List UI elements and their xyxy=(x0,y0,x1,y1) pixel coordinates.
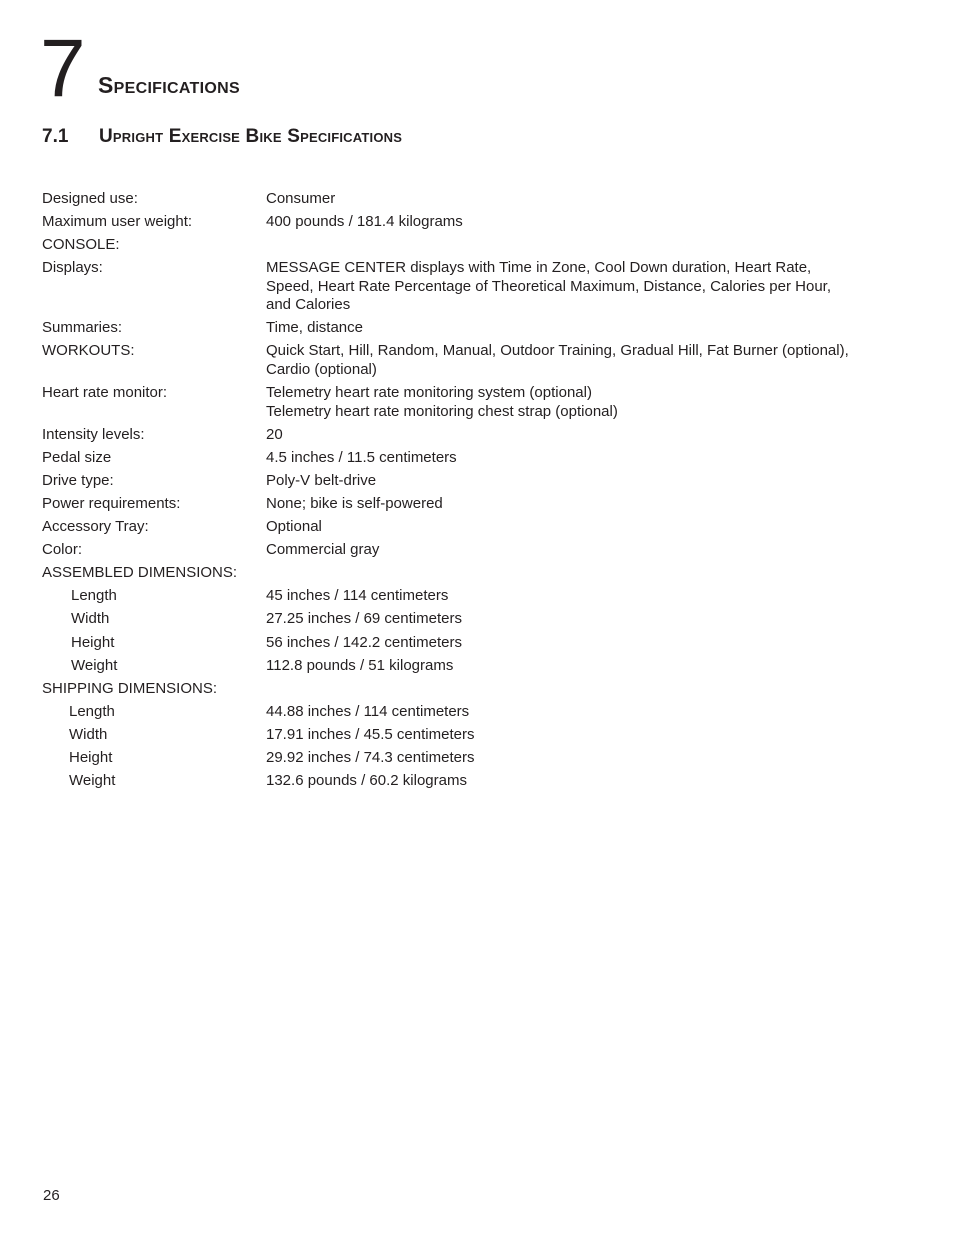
spec-row xyxy=(42,634,902,653)
spec-label: Height xyxy=(69,748,113,766)
spec-value-line: 56 inches / 142.2 centimeters xyxy=(266,633,462,651)
spec-row xyxy=(42,449,902,468)
spec-value xyxy=(266,749,902,768)
spec-value-line: Telemetry heart rate monitoring system (optional) xyxy=(266,384,592,402)
spec-value-line: 400 pounds / 181.4 kilograms xyxy=(266,213,463,231)
spec-value xyxy=(266,541,902,560)
spec-value-line: 45 inches / 114 centimeters xyxy=(266,587,449,605)
spec-row xyxy=(42,426,902,445)
spec-row xyxy=(42,772,902,791)
spec-value-line: 112.8 pounds / 51 kilograms xyxy=(266,656,454,674)
spec-label: Summaries: xyxy=(42,319,123,337)
spec-label: Pedal size xyxy=(42,448,112,466)
spec-row xyxy=(42,384,902,421)
spec-row xyxy=(42,518,902,537)
spec-row xyxy=(42,495,902,514)
spec-value-line: 132.6 pounds / 60.2 kilograms xyxy=(266,772,467,790)
spec-row xyxy=(42,657,902,676)
spec-row xyxy=(42,564,902,583)
spec-row xyxy=(42,472,902,491)
spec-value xyxy=(266,657,902,676)
spec-value-line: and Calories xyxy=(266,296,351,314)
spec-label: Width xyxy=(69,725,108,743)
spec-row xyxy=(42,541,902,560)
spec-label: Weight xyxy=(71,656,118,674)
spec-label: Height xyxy=(71,633,115,651)
spec-row xyxy=(42,213,902,232)
spec-value xyxy=(266,495,902,514)
spec-value-line: Poly-V belt-drive xyxy=(266,471,377,489)
spec-value xyxy=(266,213,902,232)
spec-value xyxy=(266,518,902,537)
spec-label: Accessory Tray: xyxy=(42,518,149,536)
spec-value-line: 44.88 inches / 114 centimeters xyxy=(266,702,470,720)
spec-label: Power requirements: xyxy=(42,494,181,512)
spec-label: Weight xyxy=(69,772,116,790)
spec-value xyxy=(266,426,902,445)
spec-value xyxy=(266,726,902,745)
spec-value xyxy=(266,319,902,338)
section-title: Upright Exercise Bike Specifications xyxy=(99,126,403,147)
spec-row xyxy=(42,680,902,699)
spec-value xyxy=(266,384,902,421)
spec-label: WORKOUTS: xyxy=(42,342,135,360)
spec-label: Color: xyxy=(42,541,83,559)
spec-value xyxy=(266,342,902,379)
spec-value-line: MESSAGE CENTER displays with Time in Zone, Cool Down duration, Heart Rate, xyxy=(266,259,812,277)
spec-value xyxy=(266,634,902,653)
spec-value-line: 20 xyxy=(266,425,283,443)
spec-value xyxy=(266,772,902,791)
section-number: 7.1 xyxy=(42,126,69,147)
spec-value xyxy=(266,564,902,583)
spec-label: Maximum user weight: xyxy=(42,213,193,231)
spec-row xyxy=(42,342,902,379)
chapter-title: Specifications xyxy=(98,72,240,98)
spec-value-line: 4.5 inches / 11.5 centimeters xyxy=(266,448,457,466)
spec-value xyxy=(266,680,902,699)
chapter-number: 7 xyxy=(40,23,84,114)
spec-label: Length xyxy=(69,702,115,720)
spec-value-line: Telemetry heart rate monitoring chest strap (optional) xyxy=(266,402,618,420)
spec-row xyxy=(42,190,902,209)
spec-row xyxy=(42,236,902,255)
spec-value xyxy=(266,610,902,629)
spec-value-line: Speed, Heart Rate Percentage of Theoretical Maximum, Distance, Calories per Hour, xyxy=(266,277,831,295)
spec-row xyxy=(42,749,902,768)
spec-label: Length xyxy=(71,587,117,605)
spec-value-line: Cardio (optional) xyxy=(266,360,377,378)
spec-label: Displays: xyxy=(42,259,103,277)
spec-value xyxy=(266,259,902,315)
spec-value-line: None; bike is self-powered xyxy=(266,494,443,512)
spec-label: Heart rate monitor: xyxy=(42,384,168,402)
spec-value-line: Optional xyxy=(266,518,322,536)
spec-value-line: Consumer xyxy=(266,190,336,207)
spec-value-line: 27.25 inches / 69 centimeters xyxy=(266,610,462,628)
spec-value-line: Time, distance xyxy=(266,319,363,337)
spec-table xyxy=(42,190,902,795)
spec-label: SHIPPING DIMENSIONS: xyxy=(42,679,218,697)
spec-row xyxy=(42,319,902,338)
spec-row xyxy=(42,587,902,606)
spec-label: Intensity levels: xyxy=(42,425,145,443)
spec-value-line: 17.91 inches / 45.5 centimeters xyxy=(266,725,475,743)
spec-value xyxy=(266,472,902,491)
spec-label: ASSEMBLED DIMENSIONS: xyxy=(42,564,238,582)
spec-value xyxy=(266,703,902,722)
section-heading xyxy=(42,126,402,148)
spec-value-line: Quick Start, Hill, Random, Manual, Outdoor Training, Gradual Hill, Fat Burner (optional), xyxy=(266,342,849,360)
spec-value-line: 29.92 inches / 74.3 centimeters xyxy=(266,748,475,766)
spec-row xyxy=(42,610,902,629)
spec-value xyxy=(266,190,902,209)
spec-row xyxy=(42,703,902,722)
spec-value-line: Commercial gray xyxy=(266,541,380,559)
spec-value xyxy=(266,449,902,468)
spec-label: CONSOLE: xyxy=(42,236,120,254)
spec-value xyxy=(266,236,902,255)
spec-row xyxy=(42,726,902,745)
spec-label: Width xyxy=(71,610,110,628)
spec-label: Designed use: xyxy=(42,190,138,207)
spec-label: Drive type: xyxy=(42,471,114,489)
spec-value xyxy=(266,587,902,606)
spec-row xyxy=(42,259,902,315)
page-number: 26 xyxy=(43,1187,60,1204)
